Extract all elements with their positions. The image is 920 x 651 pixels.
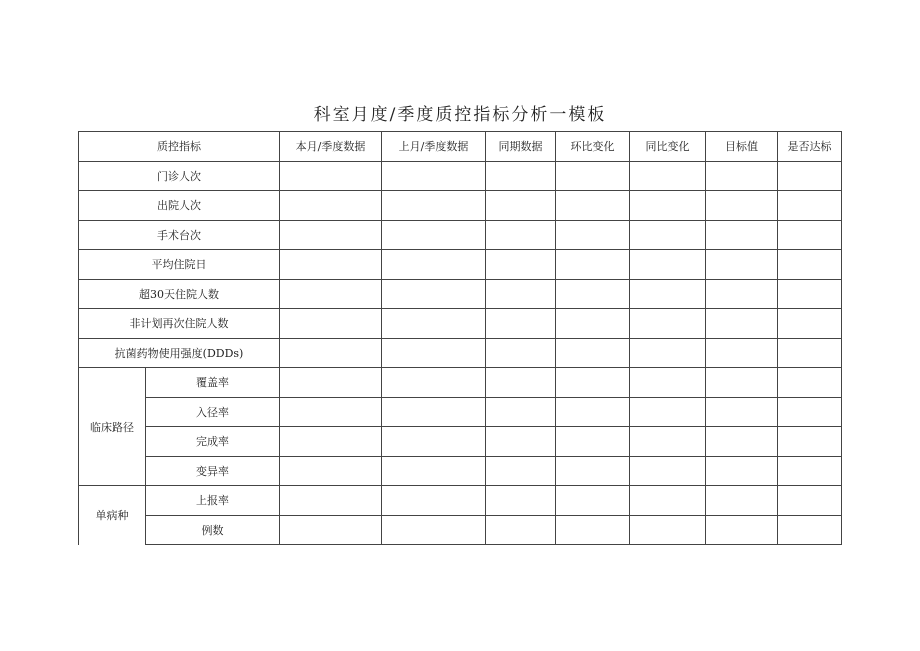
data-cell[interactable] [706,486,778,516]
data-cell[interactable] [778,250,842,280]
data-cell[interactable] [280,250,382,280]
data-cell[interactable] [630,397,706,427]
data-cell[interactable] [778,397,842,427]
header-met: 是否达标 [778,132,842,162]
data-cell[interactable] [706,191,778,221]
header-mom-change: 环比变化 [556,132,630,162]
data-cell[interactable] [486,338,556,368]
table-row [79,486,842,516]
data-cell[interactable] [382,220,486,250]
data-cell[interactable] [280,456,382,486]
data-cell[interactable] [706,368,778,398]
row-label: 超30天住院人数 [79,279,280,309]
data-cell[interactable] [556,220,630,250]
data-cell[interactable] [556,515,630,545]
data-cell[interactable] [778,338,842,368]
group-label: 单病种 [79,486,146,545]
data-cell[interactable] [382,515,486,545]
data-cell[interactable] [486,220,556,250]
data-cell[interactable] [706,456,778,486]
data-cell[interactable] [382,427,486,457]
data-cell[interactable] [630,161,706,191]
row-label: 门诊人次 [79,161,280,191]
row-label: 非计划再次住院人数 [79,309,280,339]
data-cell[interactable] [778,191,842,221]
data-cell[interactable] [630,427,706,457]
data-cell[interactable] [706,427,778,457]
data-cell[interactable] [630,220,706,250]
data-cell[interactable] [280,397,382,427]
sub-row-label: 变异率 [146,456,280,486]
data-cell[interactable] [630,515,706,545]
data-cell[interactable] [280,279,382,309]
data-cell[interactable] [382,456,486,486]
data-cell[interactable] [630,250,706,280]
data-cell[interactable] [778,220,842,250]
header-row [79,132,842,162]
header-previous: 上月/季度数据 [382,132,486,162]
table-row [79,309,842,339]
header-indicator: 质控指标 [79,132,280,162]
table-row [79,161,842,191]
sub-row-label: 例数 [146,515,280,545]
header-current: 本月/季度数据 [280,132,382,162]
data-cell[interactable] [486,397,556,427]
header-target: 目标值 [706,132,778,162]
data-cell[interactable] [280,368,382,398]
data-cell[interactable] [486,427,556,457]
data-cell[interactable] [382,279,486,309]
data-cell[interactable] [778,427,842,457]
page-title: 科室月度/季度质控指标分析一模板 [313,105,607,125]
table-row [79,338,842,368]
data-cell[interactable] [556,427,630,457]
data-cell[interactable] [778,515,842,545]
data-cell[interactable] [382,191,486,221]
data-cell[interactable] [486,515,556,545]
data-cell[interactable] [280,427,382,457]
row-label: 手术台次 [79,220,280,250]
data-cell[interactable] [556,309,630,339]
data-cell[interactable] [556,486,630,516]
data-cell[interactable] [382,397,486,427]
data-cell[interactable] [778,309,842,339]
data-cell[interactable] [382,486,486,516]
data-cell[interactable] [630,486,706,516]
sub-row-label: 入径率 [146,397,280,427]
data-cell[interactable] [556,161,630,191]
table-row [79,515,842,545]
data-cell[interactable] [778,456,842,486]
table-row [79,456,842,486]
data-cell[interactable] [486,368,556,398]
row-label: 平均住院日 [79,250,280,280]
data-cell[interactable] [556,250,630,280]
row-label: 出院人次 [79,191,280,221]
data-cell[interactable] [706,161,778,191]
data-cell[interactable] [486,191,556,221]
data-cell[interactable] [556,338,630,368]
data-cell[interactable] [630,456,706,486]
sub-row-label: 上报率 [146,486,280,516]
data-cell[interactable] [556,397,630,427]
group-label: 临床路径 [79,368,146,486]
data-cell[interactable] [280,338,382,368]
data-cell[interactable] [486,161,556,191]
header-yoy-change: 同比变化 [630,132,706,162]
data-cell[interactable] [280,161,382,191]
data-cell[interactable] [486,456,556,486]
data-cell[interactable] [280,515,382,545]
data-cell[interactable] [706,250,778,280]
data-cell[interactable] [382,250,486,280]
data-cell[interactable] [706,279,778,309]
data-cell[interactable] [382,368,486,398]
data-cell[interactable] [706,220,778,250]
table-row [79,368,842,398]
data-cell[interactable] [280,309,382,339]
data-cell[interactable] [630,338,706,368]
data-cell[interactable] [778,368,842,398]
data-cell[interactable] [778,486,842,516]
data-cell[interactable] [706,309,778,339]
data-cell[interactable] [706,397,778,427]
data-cell[interactable] [778,279,842,309]
table-row [79,220,842,250]
data-cell[interactable] [280,220,382,250]
data-cell[interactable] [280,191,382,221]
data-cell[interactable] [382,309,486,339]
sub-row-label: 完成率 [146,427,280,457]
data-cell[interactable] [486,250,556,280]
data-cell[interactable] [486,279,556,309]
data-cell[interactable] [486,309,556,339]
data-cell[interactable] [382,161,486,191]
data-cell[interactable] [486,486,556,516]
data-cell[interactable] [556,191,630,221]
data-cell[interactable] [556,279,630,309]
table-row [79,191,842,221]
table-row [79,250,842,280]
table-row [79,279,842,309]
data-cell[interactable] [556,456,630,486]
data-cell[interactable] [630,191,706,221]
data-cell[interactable] [706,515,778,545]
data-cell[interactable] [778,161,842,191]
data-cell[interactable] [382,338,486,368]
table-row [79,397,842,427]
data-cell[interactable] [706,338,778,368]
data-cell[interactable] [556,368,630,398]
sub-row-label: 覆盖率 [146,368,280,398]
data-cell[interactable] [630,309,706,339]
header-same-period: 同期数据 [486,132,556,162]
data-cell[interactable] [630,368,706,398]
data-cell[interactable] [280,486,382,516]
data-cell[interactable] [630,279,706,309]
quality-control-table [78,131,842,545]
table-row [79,427,842,457]
row-label: 抗菌药物使用强度(DDDs) [79,338,280,368]
